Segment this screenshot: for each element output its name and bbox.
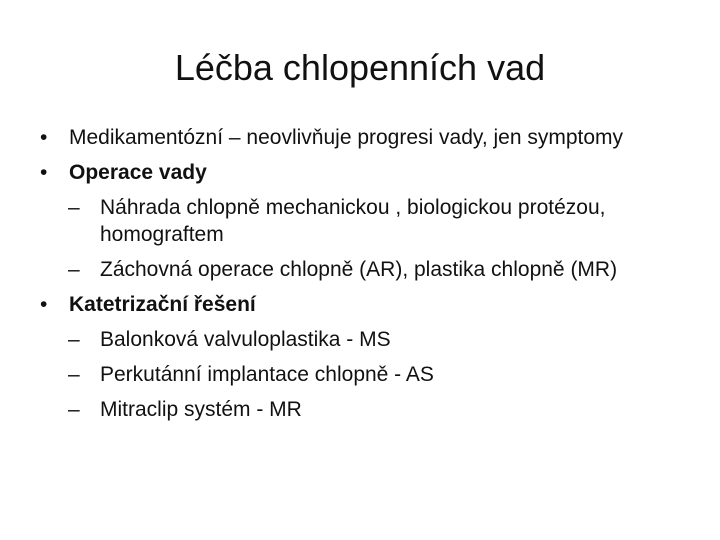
dash-marker: – bbox=[68, 258, 80, 281]
bullet-item-surgery bbox=[36, 159, 686, 186]
dash-marker: – bbox=[68, 398, 80, 421]
sub-item-text: Perkutánní implantace chlopně - AS bbox=[100, 363, 434, 386]
sub-item-valve-sparing bbox=[36, 256, 686, 283]
slide-title: Léčba chlopenních vad bbox=[174, 47, 546, 88]
sub-item-valve-replacement bbox=[36, 194, 686, 248]
bullet-text: Medikamentózní – neovlivňuje progresi vady, jen symptomy bbox=[69, 126, 624, 149]
sub-item-text: Záchovná operace chlopně (AR), plastika chlopně (MR) bbox=[100, 258, 618, 281]
dash-marker: – bbox=[68, 196, 80, 219]
sub-item-mitraclip bbox=[36, 396, 686, 423]
dash-marker: – bbox=[68, 363, 80, 386]
sub-item-text: Náhrada chlopně mechanickou , biologickou protézou, homograftem bbox=[100, 196, 606, 246]
bullet-list bbox=[36, 124, 686, 431]
sub-item-text: Mitraclip systém - MR bbox=[100, 398, 302, 421]
bullet-item-catheter bbox=[36, 291, 686, 318]
sub-item-balloon bbox=[36, 326, 686, 353]
bullet-marker: • bbox=[40, 293, 48, 316]
bullet-text: Operace vady bbox=[69, 161, 207, 184]
bullet-marker: • bbox=[40, 126, 48, 149]
bullet-item-medication bbox=[36, 124, 686, 151]
dash-marker: – bbox=[68, 328, 80, 351]
bullet-text: Katetrizační řešení bbox=[69, 293, 256, 316]
sub-item-percutaneous bbox=[36, 361, 686, 388]
sub-item-text: Balonková valvuloplastika - MS bbox=[100, 328, 391, 351]
bullet-marker: • bbox=[40, 161, 48, 184]
